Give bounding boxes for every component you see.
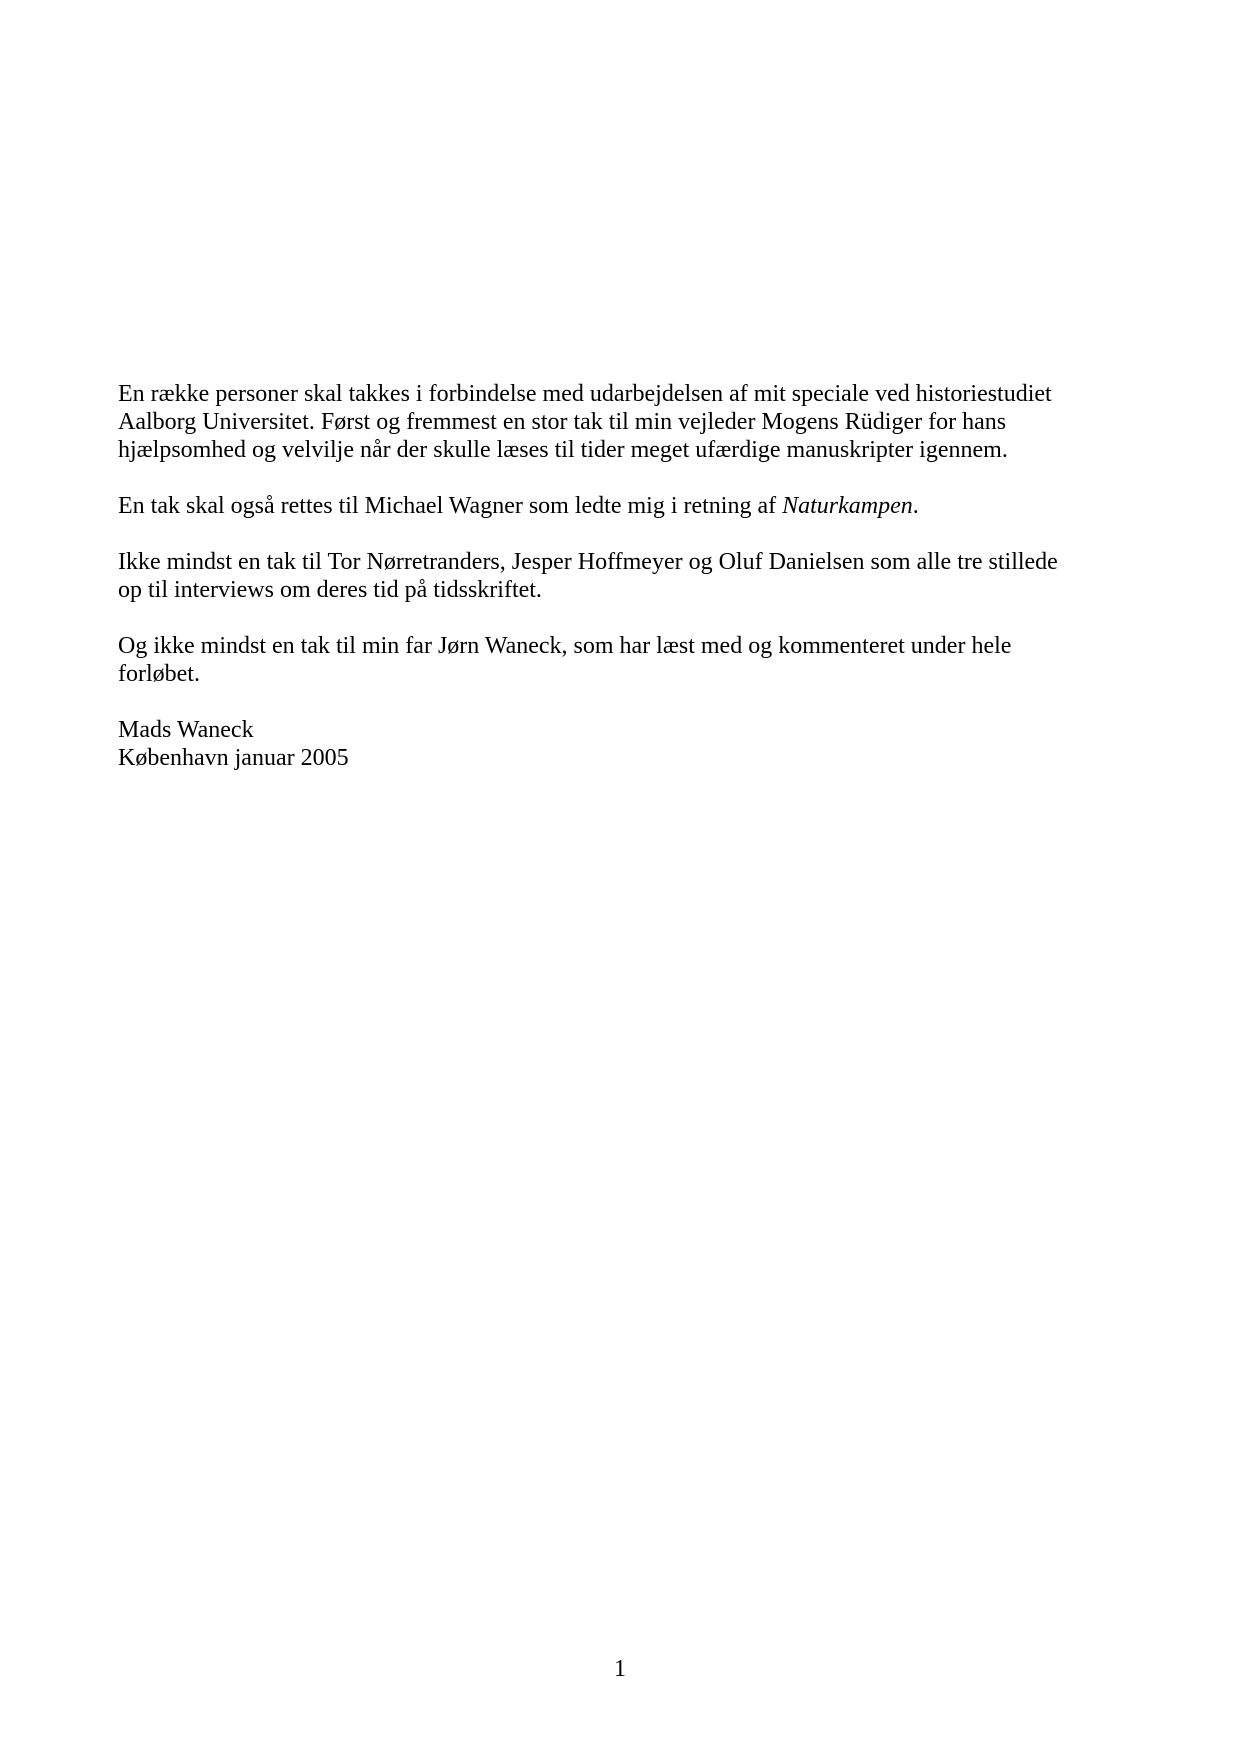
text-line: hjælpsomhed og velvilje når der skulle læses til tider meget ufærdige manuskripter igennem. (118, 437, 1008, 463)
text-line: Og ikke mindst en tak til min far Jørn Waneck, som har læst med og kommenteret under hele (118, 633, 1012, 659)
italic-title: Naturkampen (782, 493, 913, 519)
text-segment: . (912, 493, 919, 519)
text-line: Aalborg Universitet. Først og fremmest en stor tak til min vejleder Mogens Rüdiger for hans (118, 409, 1007, 435)
signature-name: Mads Waneck (118, 717, 254, 743)
paragraph-thanks-interviewees (118, 548, 1128, 604)
text-line: op til interviews om deres tid på tidsskriftet. (118, 577, 542, 603)
text-segment: En tak skal også rettes til Michael Wagner som ledte mig i retning af (118, 493, 783, 519)
paragraph-thanks-university (118, 380, 1128, 464)
text-line: forløbet. (118, 661, 200, 687)
paragraph-thanks-wagner (118, 492, 1128, 520)
text-line: Ikke mindst en tak til Tor Nørretranders, Jesper Hoffmeyer og Oluf Danielsen som alle tre stillede (118, 549, 1058, 575)
page-number: 1 (614, 1656, 626, 1682)
signature-block (118, 716, 1128, 772)
text-line: En række personer skal takkes i forbindelse med udarbejdelsen af mit speciale ved historiestudiet (118, 381, 1052, 407)
signature-place-date: København januar 2005 (118, 745, 349, 771)
paragraph-thanks-father (118, 632, 1128, 688)
acknowledgements-text (118, 380, 1128, 800)
